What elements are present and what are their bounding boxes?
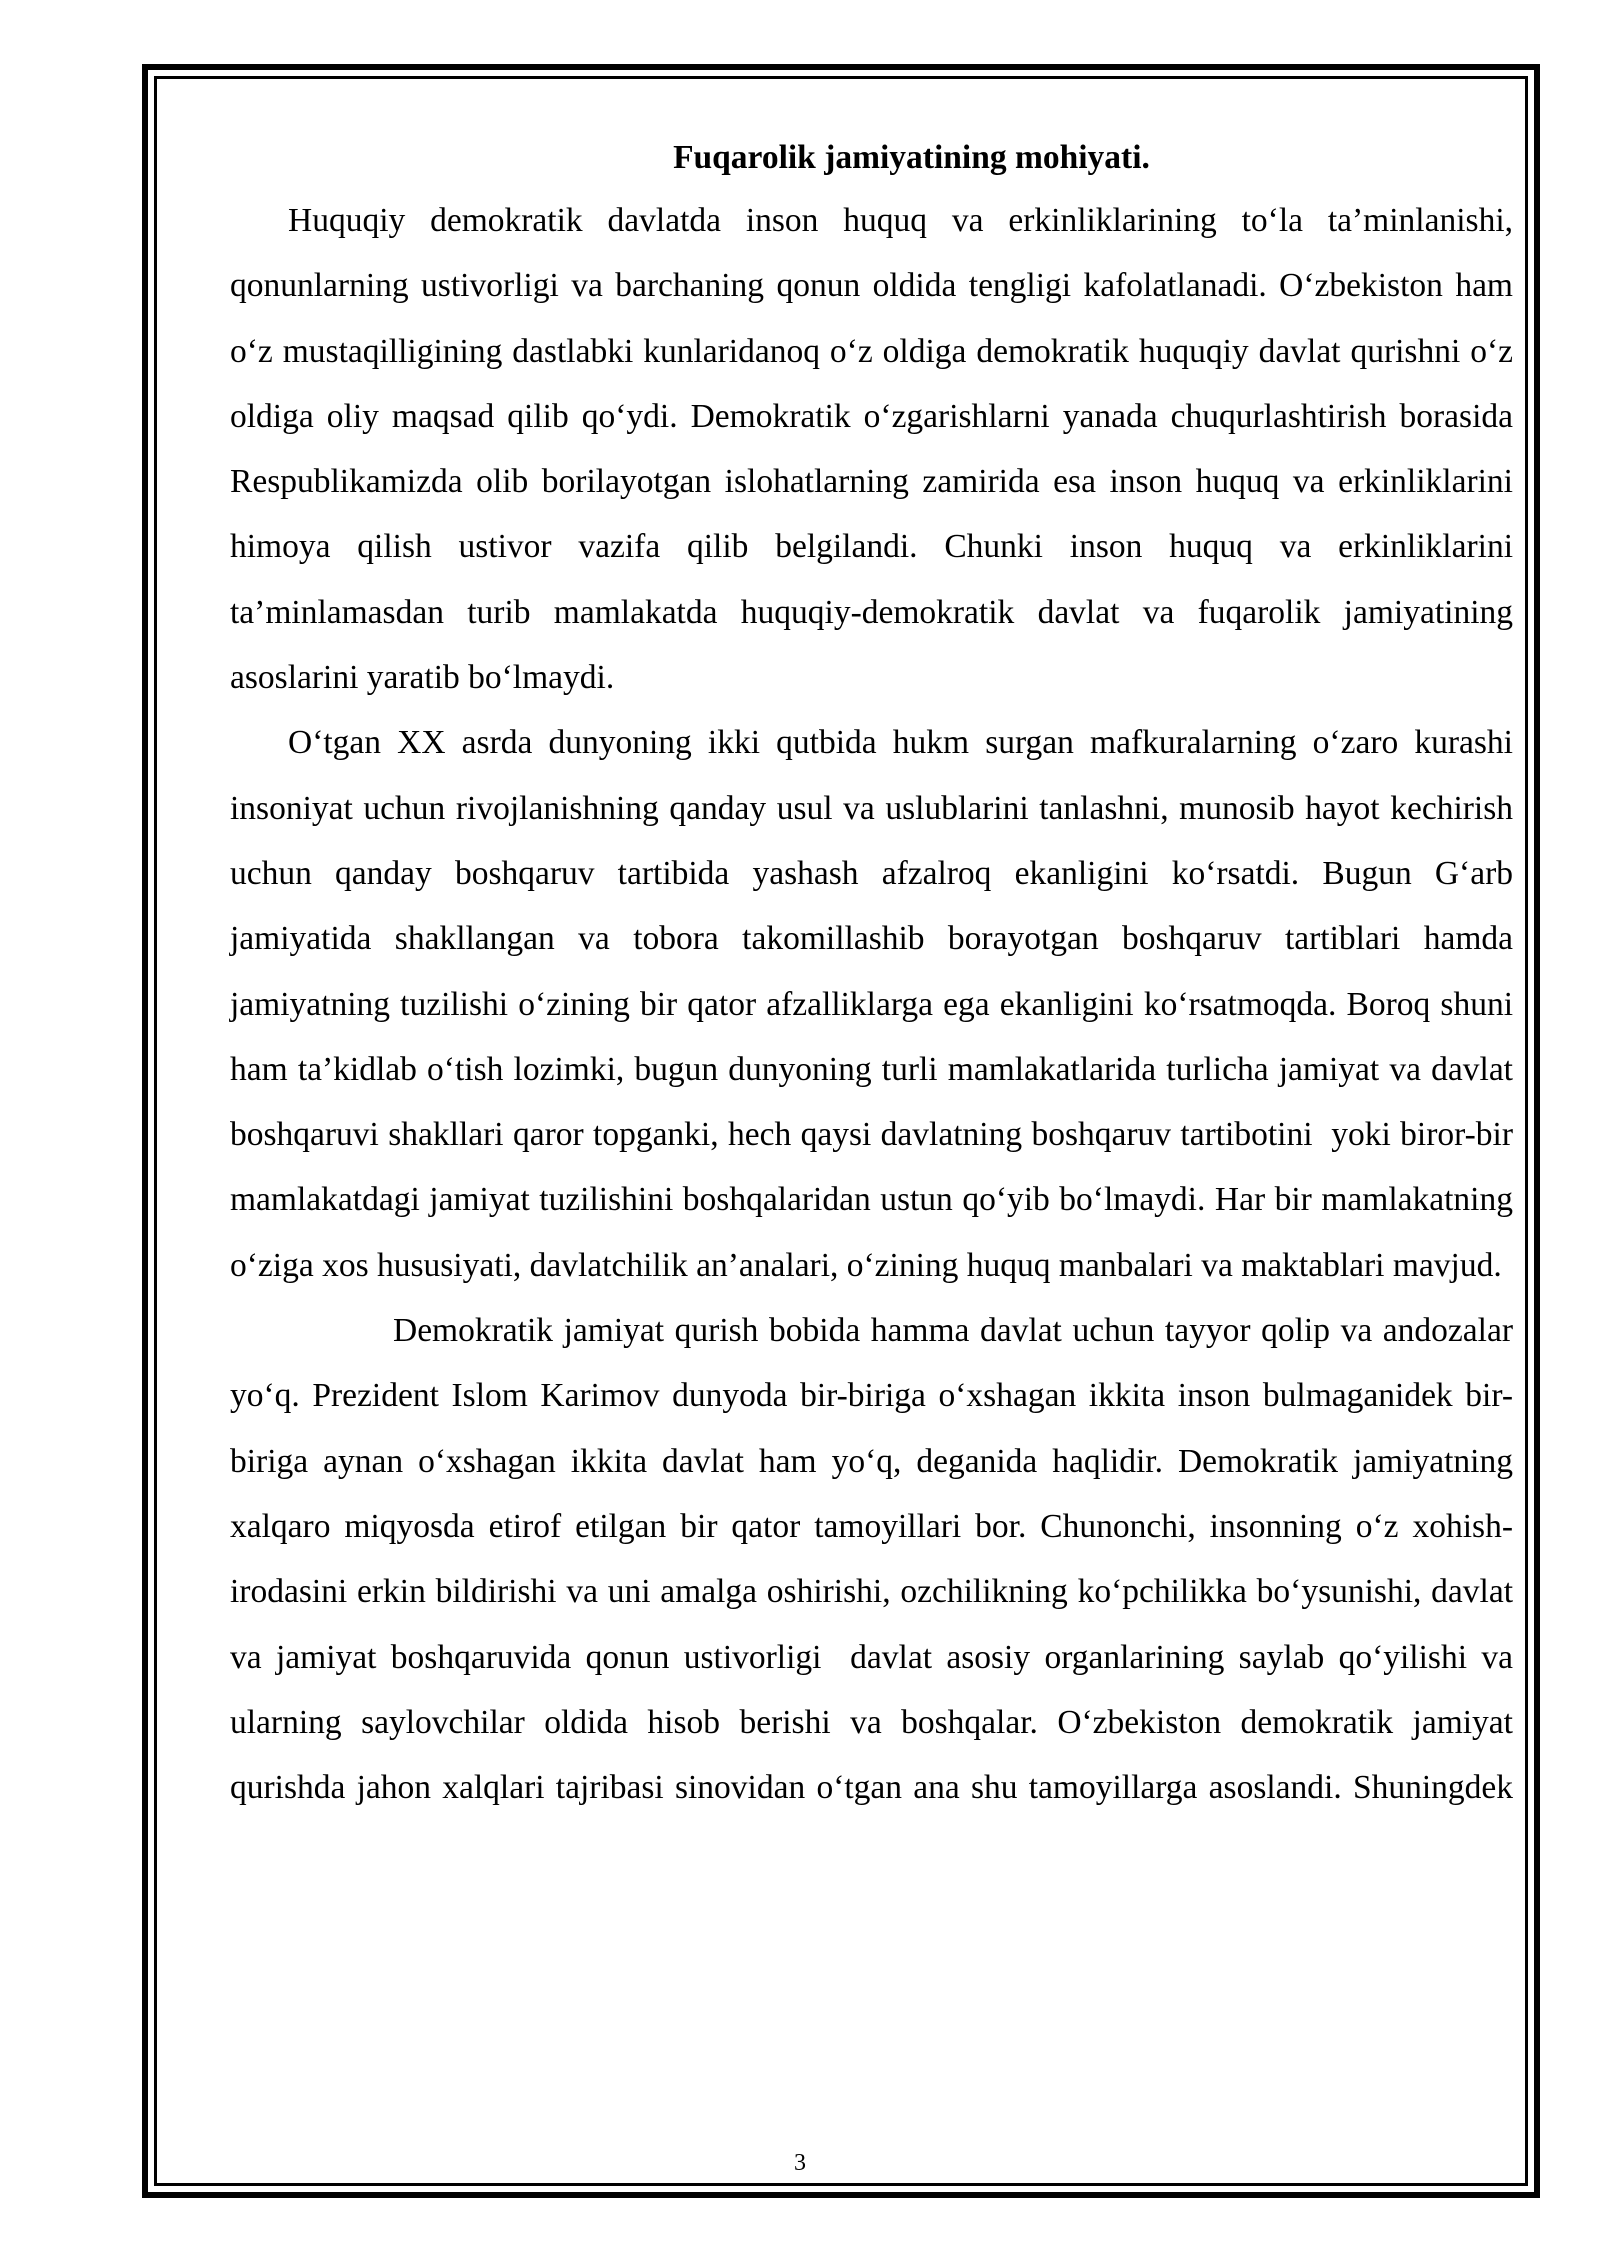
document-title: Fuqarolik jamiyatining mohiyati. [673, 139, 1150, 176]
paragraph-2: O‘tgan XX asrda dunyoning ikki qutbida hukm surgan mafkuralarning o‘zaro kurashi insoniyat uchun rivojlanishning qanday usul va uslublarini tanlashni, munosib hayot kechirish uchun qanday boshqaruv tartibida yashash afzalroq ekanligini ko‘rsatdi. Bugun G‘arb jamiyatida shakllangan va tobora takomillashib borayotgan boshqaruv tartiblari hamda jamiyatning tuzilishi o‘zining bir qator afzalliklarga ega ekanligini ko‘rsatmoqda. Boroq shuni ham ta’kidlab o‘tish lozimki, bugun dunyoning turli mamlakatlarida turlicha jamiyat va davlat boshqaruvi shakllari qaror topganki, hech qaysi davlatning boshqaruv tartibotini yoki biror-bir mamlakatdagi jamiyat tuzilishini boshqalaridan ustun qo‘yib bo‘lmaydi. Har bir mamlakatning o‘ziga xos hususiyati, davlatchilik an’analari, o‘zining huquq manbalari va maktablari mavjud. [230, 724, 1522, 1284]
paragraph-1: Huquqiy demokratik davlatda inson huquq va erkinliklarining to‘la ta’minlanishi, qonunlarning ustivorligi va barchaning qonun oldida tengligi kafolatlanadi. O‘zbekiston ham o‘z mustaqilligining dastlabki kunlaridanoq o‘z oldiga demokratik huquqiy davlat qurishni o‘z oldiga oliy maqsad qilib qo‘ydi. Demokratik o‘zgarishlarni yanada chuqurlashtirish borasida Respublikamizda olib borilayotgan islohatlarning zamirida esa inson huquq va erkinliklarini himoya qilish ustivor vazifa qilib belgilandi. Chunki inson huquq va erkinliklarini ta’minlamasdan turib mamlakatda huquqiy-demokratik davlat va fuqarolik jamiyatining asoslarini yaratib bo‘lmaydi. [230, 202, 1522, 697]
paragraph-3: Demokratik jamiyat qurish bobida hamma davlat uchun tayyor qolip va andozalar yo‘q. Prezident Islom Karimov dunyoda bir-biriga o‘xshagan ikkita inson bulmaganidek bir-biriga aynan o‘xshagan ikkita davlat ham yo‘q, deganida haqlidir. Demokratik jamiyatning xalqaro miqyosda etirof etilgan bir qator tamoyillari bor. Chunonchi, insonning o‘z xohish-irodasini erkin bildirishi va uni amalga oshirishi, ozchilikning ko‘pchilikka bo‘ysunishi, davlat va jamiyat boshqaruvida qonun ustivorligi davlat asosiy organlarining saylab qo‘yilishi va ularning saylovchilar oldida hisob berishi va boshqalar. O‘zbekiston demokratik jamiyat qurishda jahon xalqlari tajribasi sinovidan o‘tgan ana shu tamoyillarga asoslandi. Shuningdek [230, 1312, 1522, 1807]
document-body [230, 128, 1522, 1820]
page-number: 3 [794, 2150, 806, 2176]
